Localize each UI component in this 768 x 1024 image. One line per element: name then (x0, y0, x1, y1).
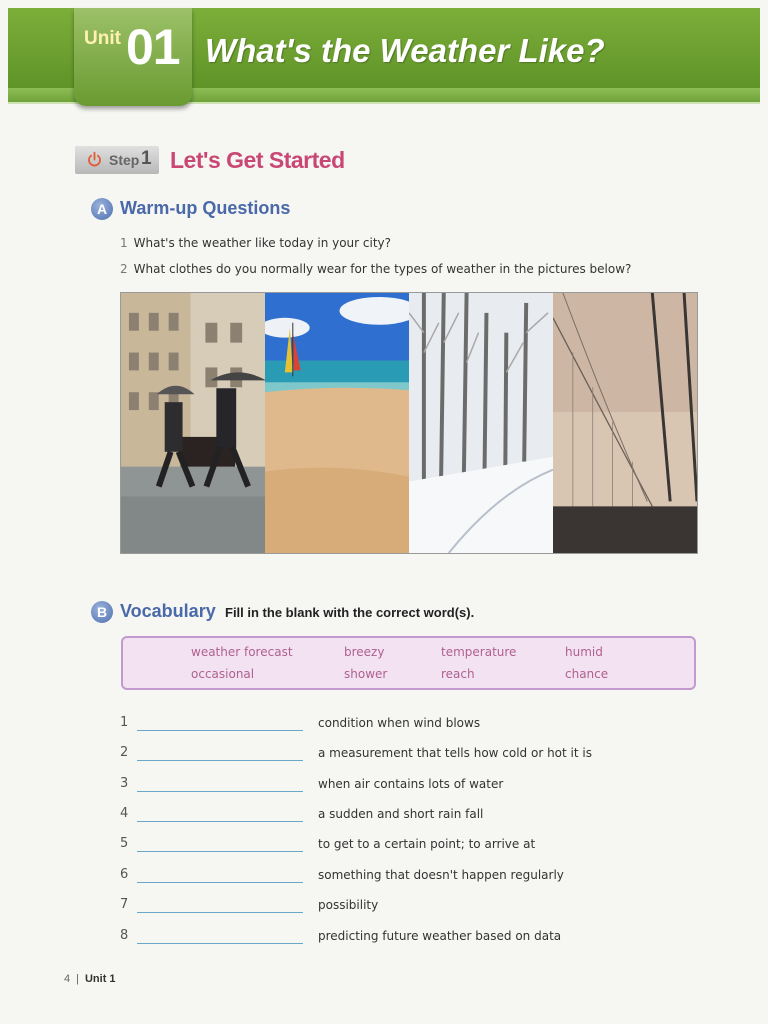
word-bank-item: humid (565, 645, 603, 659)
item-number: 7 (120, 897, 129, 912)
question-number: 2 (120, 262, 128, 276)
section-a-icon: A (91, 198, 113, 220)
step-label: Step (109, 152, 140, 168)
footer-separator: | (76, 973, 79, 985)
item-number: 2 (120, 745, 129, 760)
item-number: 3 (120, 776, 129, 791)
item-definition: a measurement that tells how cold or hot it is (318, 746, 592, 760)
word-bank-item: occasional (191, 667, 255, 681)
item-number: 5 (120, 836, 129, 851)
question-text: What's the weather like today in your city? (133, 236, 392, 250)
section-b-title: Vocabulary (120, 601, 216, 621)
word-bank (121, 636, 696, 690)
unit-label: Unit (84, 28, 121, 49)
word-bank-item: breezy (344, 645, 385, 659)
answer-blank[interactable] (137, 851, 303, 852)
item-number: 4 (120, 806, 129, 821)
answer-blank[interactable] (137, 791, 303, 792)
word-bank-item: shower (344, 667, 388, 681)
unit-number: 01 (126, 19, 180, 75)
question-text: What clothes do you normally wear for the types of weather in the pictures below? (133, 262, 632, 276)
item-definition: when air contains lots of water (318, 777, 504, 791)
answer-blank[interactable] (137, 943, 303, 944)
photo-beach (265, 293, 409, 553)
footer-unit: Unit 1 (84, 973, 116, 985)
page-title: What's the Weather Like? (205, 32, 605, 69)
item-number: 6 (120, 867, 129, 882)
page-footer (64, 973, 116, 985)
item-definition: a sudden and short rain fall (318, 807, 484, 821)
item-definition: possibility (318, 898, 379, 912)
section-a-title: Warm-up Questions (120, 198, 291, 218)
answer-blank[interactable] (137, 760, 303, 761)
photo-foggy-bridge (553, 293, 697, 553)
section-b-instruction: Fill in the blank with the correct word(s). (225, 605, 475, 620)
item-definition: to get to a certain point; to arrive at (318, 837, 536, 851)
page-number: 4 (64, 973, 71, 985)
question-number: 1 (120, 236, 128, 250)
answer-blank[interactable] (137, 882, 303, 883)
photo-rainy-street (121, 293, 265, 553)
word-bank-item: reach (441, 667, 475, 681)
weather-photo-strip (120, 292, 698, 554)
item-number: 8 (120, 928, 129, 943)
step-number: 1 (141, 148, 152, 169)
word-bank-item: weather forecast (191, 645, 293, 659)
word-bank-item: temperature (441, 645, 517, 659)
answer-blank[interactable] (137, 730, 303, 731)
item-definition: condition when wind blows (318, 716, 481, 730)
answer-blank[interactable] (137, 821, 303, 822)
item-definition: something that doesn't happen regularly (318, 868, 564, 882)
word-bank-item: chance (565, 667, 609, 681)
answer-blank[interactable] (137, 912, 303, 913)
item-definition: predicting future weather based on data (318, 929, 562, 943)
question-1 (120, 236, 391, 250)
item-number: 1 (120, 715, 129, 730)
power-icon (86, 151, 103, 168)
photo-snowy-forest (409, 293, 553, 553)
question-2 (120, 262, 631, 276)
step-title: Let's Get Started (170, 147, 345, 173)
section-b-icon: B (91, 601, 113, 623)
